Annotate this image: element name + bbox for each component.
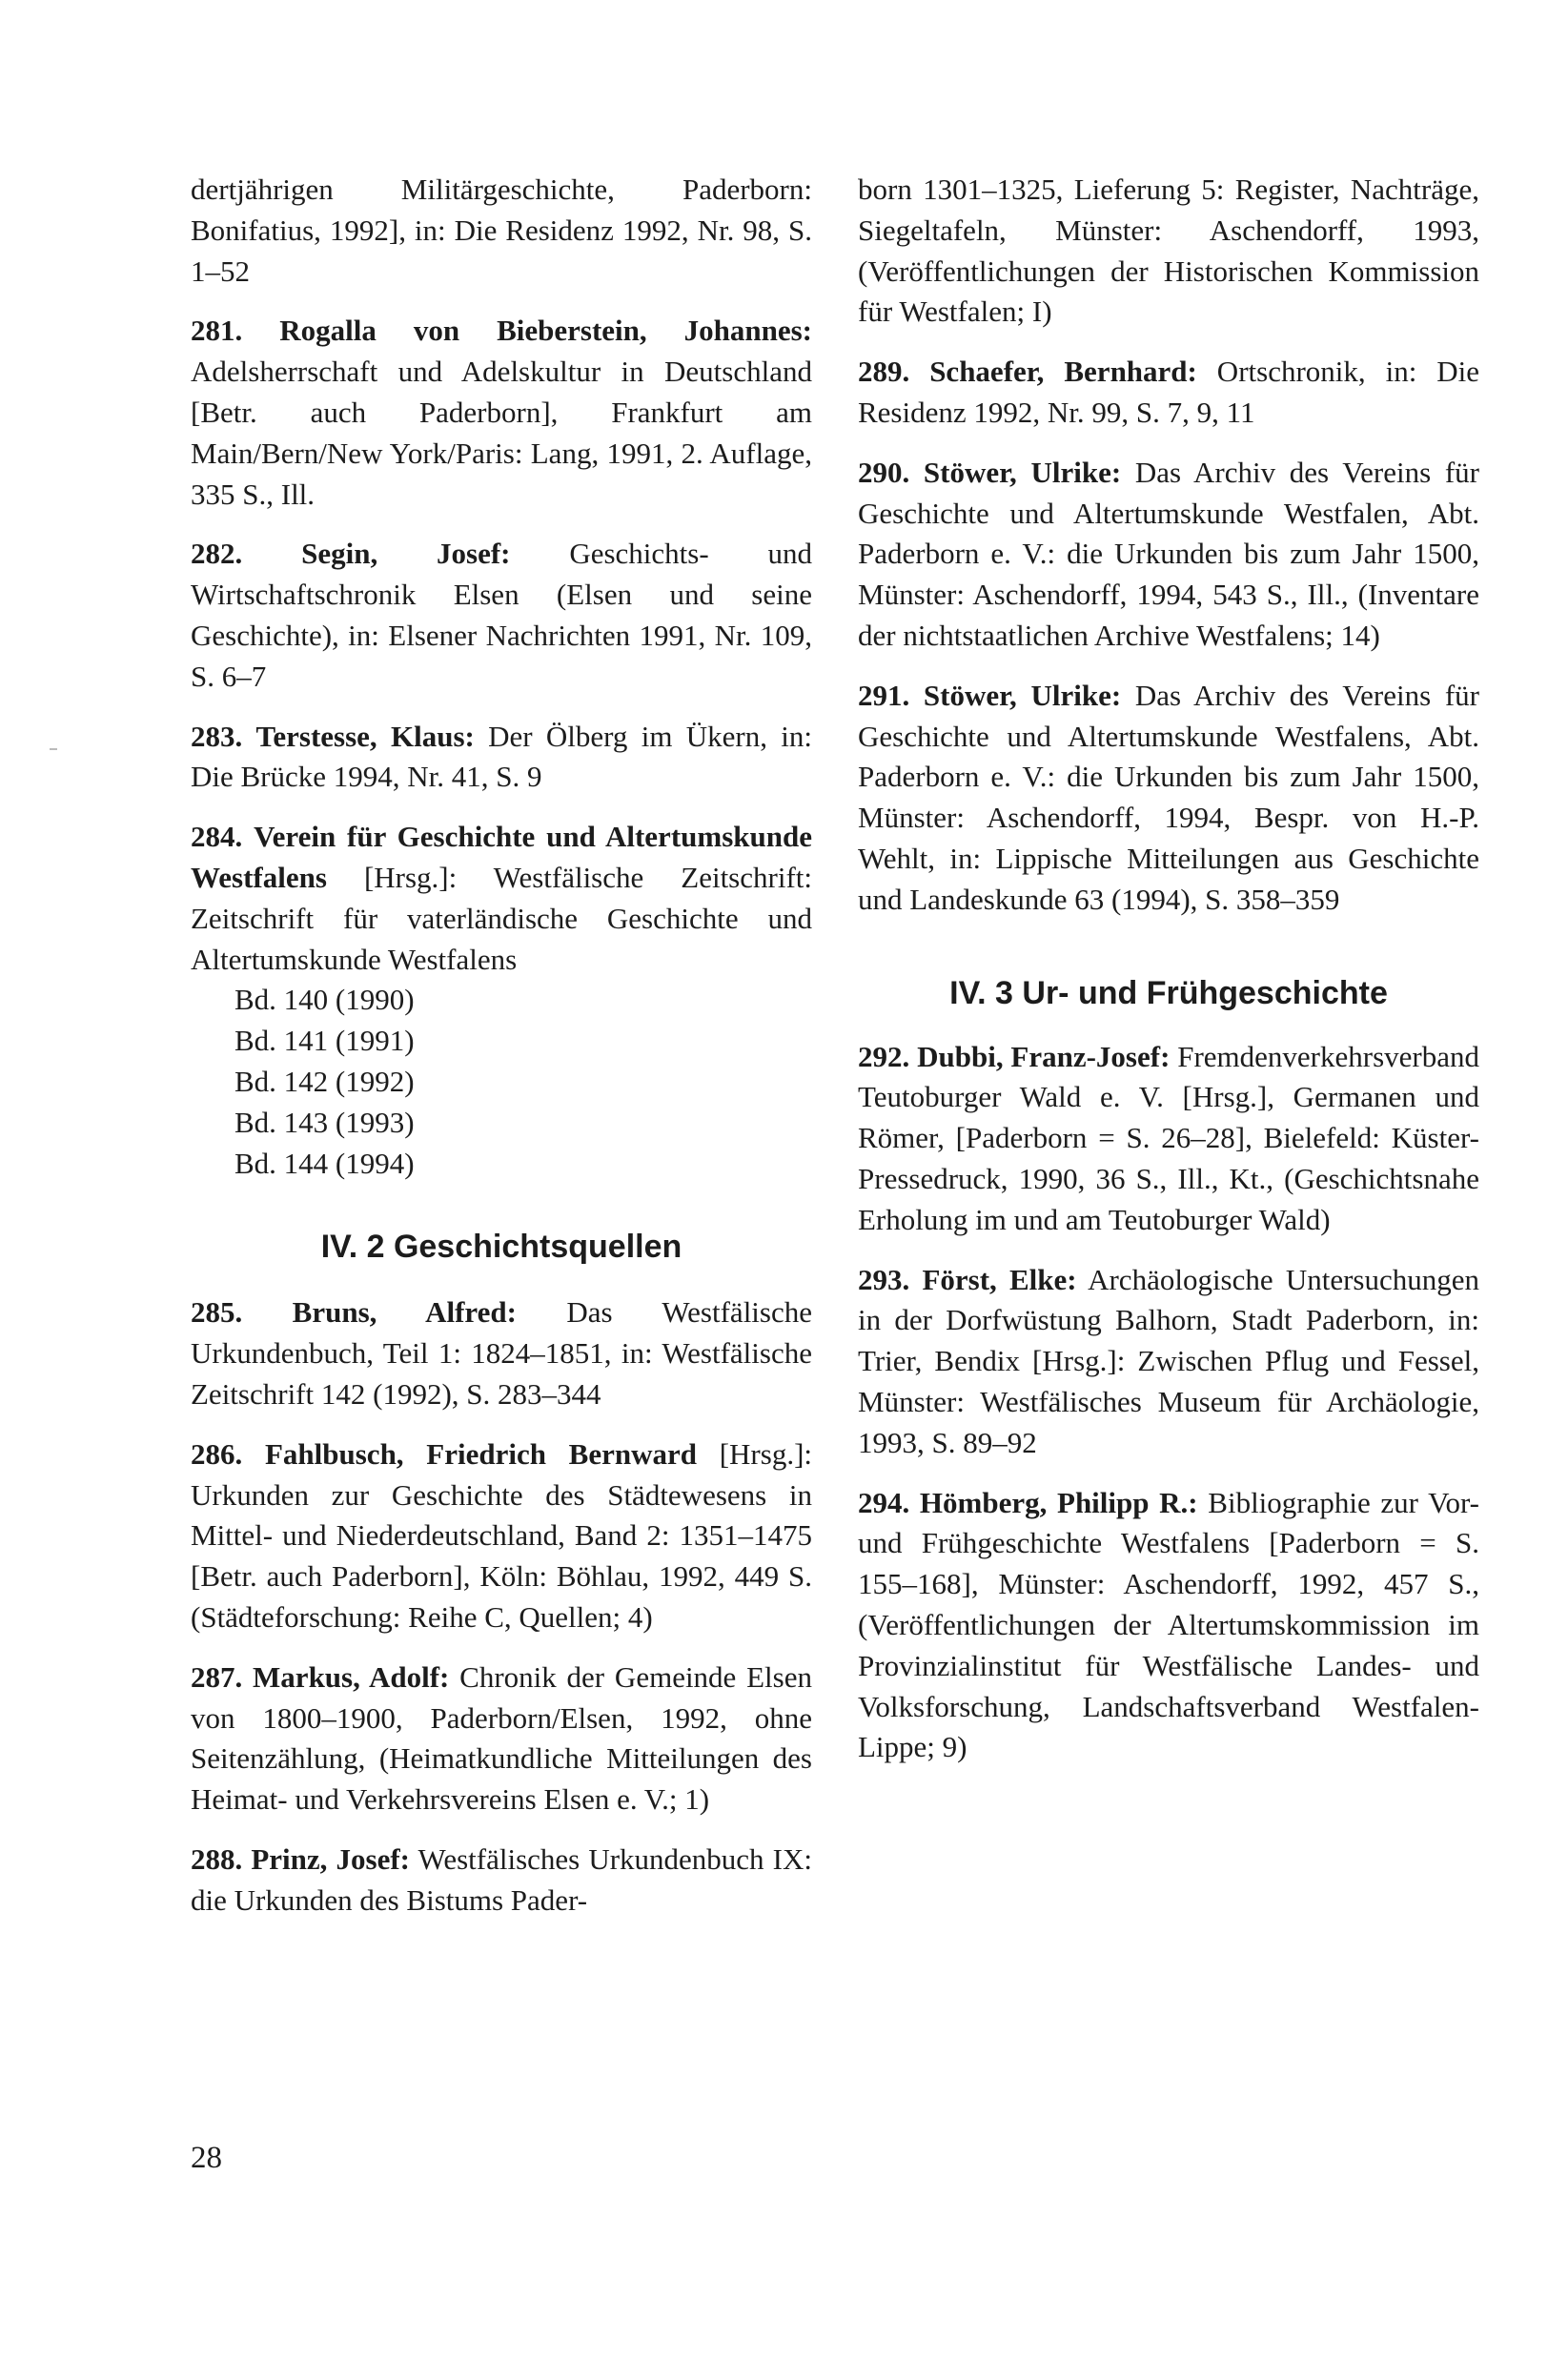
entry-290 [858, 453, 1479, 657]
continuation-text-left: dertjährigen Militärgeschichte, Paderborn: Bonifatius, 1992], in: Die Residenz 1992, Nr. 98, S. 1–52 [191, 173, 812, 288]
entry-text: Archäologische Untersuchungen in der Dorfwüstung Balhorn, Stadt Paderborn, in: Trier, Bendix [Hrsg.]: Zwischen Pflug und Fessel, Münster: Westfälisches Museum für Archäologie, 1993, S. 89–92 [858, 1262, 1479, 1459]
entry-number: 281. [191, 314, 243, 348]
entry-text: Bibliographie zur Vor- und Frühgeschichte Westfalens [Paderborn = S. 155–168], Münster: Aschendorff, 1992, 457 S., (Veröffentlichungen der Altertumskommission im Provinzialinstitut für Westfälische Landes- und Volksforschung, Landschaftsverband Westfalen-Lippe; 9) [858, 1485, 1479, 1764]
entry-author: Segin, Josef: [301, 537, 511, 571]
entry-author: Dubbi, Franz-Josef: [917, 1039, 1171, 1073]
entry-author: Stöwer, Ulrike: [923, 678, 1122, 712]
entry-author: Verein für Geschichte und Altertumskunde Westfalens [191, 820, 812, 894]
entry-289 [858, 352, 1479, 434]
entry-text: Das Archiv des Vereins für Geschichte und Altertumskunde Westfalen, Abt. Paderborn e. V.: die Urkunden bis zum Jahr 1500, Münster: Aschendorff, 1994, 543 S., Ill., (Inventare der nichtstaatlichen Archive Westfalens; 14) [858, 455, 1479, 652]
entry-author: Rogalla von Bieberstein, Johannes: [279, 314, 813, 348]
entry-288 [191, 1840, 812, 1922]
entry-text: Das Archiv des Vereins für Geschichte und Altertumskunde Westfalens, Abt. Paderborn e. V.: die Urkunden bis zum Jahr 1500, Münster: Aschendorff, 1994, Bespr. von H.-P. Wehlt, in: Lippische Mitteilungen aus Geschichte und Landeskunde 63 (1994), S. 358–359 [858, 678, 1479, 916]
entry-author: Hömberg, Philipp R.: [919, 1485, 1198, 1519]
entry-293 [858, 1260, 1479, 1464]
entry-text: Das Westfälische Urkundenbuch, Teil 1: 1824–1851, in: Westfälische Zeitschrift 142 (1992), S. 283–344 [191, 1295, 812, 1411]
entry-number: 291. [858, 678, 910, 712]
entry-number: 289. [858, 355, 910, 389]
continuation-text-right: born 1301–1325, Lieferung 5: Register, Nachträge, Siegeltafeln, Münster: Aschendorff, 1993, (Veröffentlichungen der Historischen Kommission für Westfalen; I) [858, 173, 1479, 329]
entry-author: Stöwer, Ulrike: [923, 455, 1122, 489]
entry-number: 284. [191, 820, 243, 854]
entry-287 [191, 1657, 812, 1820]
volume-item: Bd. 142 (1992) [234, 1064, 415, 1098]
entry-283 [191, 717, 812, 799]
entry-text: Fremdenverkehrsverband Teutoburger Wald e. V. [Hrsg.], Germanen und Römer, [Paderborn = S. 26–28], Bielefeld: Küster-Pressedruck, 1990, 36 S., Ill., Kt., (Geschichtsnahe Erholung im und am Teutoburger Wald) [858, 1039, 1479, 1236]
entry-text: Ortschronik, in: Die Residenz 1992, Nr. 99, S. 7, 9, 11 [858, 355, 1479, 429]
volume-list [234, 980, 812, 1184]
entry-292 [858, 1037, 1479, 1241]
entry-number: 285. [191, 1295, 243, 1330]
entry-text: Chronik der Gemeinde Elsen von 1800–1900, Paderborn/Elsen, 1992, ohne Seitenzählung, (Heimatkundliche Mitteilungen des Heimat- und Verkehrsvereins Elsen e. V.; 1) [191, 1659, 812, 1817]
entry-text: Der Ölberg im Ükern, in: Die Brücke 1994, Nr. 41, S. 9 [191, 719, 812, 794]
entry-number: 294. [858, 1485, 910, 1519]
entry-number: 283. [191, 719, 243, 753]
entry-285 [191, 1292, 812, 1414]
entry-282 [191, 534, 812, 697]
entry-number: 288. [191, 1841, 243, 1876]
entry-author: Prinz, Josef: [251, 1841, 410, 1876]
entry-author: Markus, Adolf: [253, 1659, 450, 1694]
entry-number: 293. [858, 1262, 910, 1296]
entry-number: 287. [191, 1659, 243, 1694]
entry-text: [Hrsg.]: Westfälische Zeitschrift: Zeitschrift für vaterländische Geschichte und Altertumskunde Westfalens [191, 860, 812, 976]
entry-text: Westfälisches Urkundenbuch IX: die Urkunden des Bistums Pader- [191, 1841, 812, 1917]
entry-text: Adelsherrschaft und Adelskultur in Deutschland [Betr. auch Paderborn], Frankfurt am Main/Bern/New York/Paris: Lang, 1991, 2. Auflage, 335 S., Ill. [191, 355, 812, 511]
entry-author: Bruns, Alfred: [292, 1295, 517, 1330]
section-heading-iv2: IV. 2 Geschichtsquellen [320, 1229, 682, 1266]
entry-number: 290. [858, 455, 910, 489]
entry-281 [191, 311, 812, 515]
entry-author: Terstesse, Klaus: [255, 719, 475, 753]
entry-author: Fahlbusch, Friedrich Bernward [264, 1436, 697, 1471]
left-column [191, 170, 812, 1940]
volume-item: Bd. 140 (1990) [234, 983, 415, 1017]
volume-item: Bd. 144 (1994) [234, 1146, 415, 1180]
right-column [858, 170, 1479, 1787]
entry-text: [Hrsg.]: Urkunden zur Geschichte des Städtewesens in Mittel- und Niederdeutschland, Band 2: 1351–1475 [Betr. auch Paderborn], Köln: Böhlau, 1992, 449 S. (Städteforschung: Reihe C, Quellen; 4) [191, 1436, 812, 1634]
margin-mark [50, 748, 57, 750]
entry-294 [858, 1483, 1479, 1769]
entry-author: Schaefer, Bernhard: [929, 355, 1197, 389]
entry-number: 286. [191, 1436, 243, 1471]
entry-text: Geschichts- und Wirtschaftschronik Elsen (Elsen und seine Geschichte), in: Elsener Nachrichten 1991, Nr. 109, S. 6–7 [191, 537, 813, 693]
volume-item: Bd. 143 (1993) [234, 1105, 415, 1139]
entry-284 [191, 817, 812, 1184]
entry-number: 282. [191, 537, 243, 571]
page-number: 28 [191, 2141, 222, 2175]
entry-286 [191, 1434, 812, 1638]
entry-author: Först, Elke: [922, 1262, 1077, 1296]
entry-number: 292. [858, 1039, 910, 1073]
entry-291 [858, 676, 1479, 921]
volume-item: Bd. 141 (1991) [234, 1024, 415, 1058]
section-heading-iv3: IV. 3 Ur- und Frühgeschichte [949, 974, 1388, 1011]
